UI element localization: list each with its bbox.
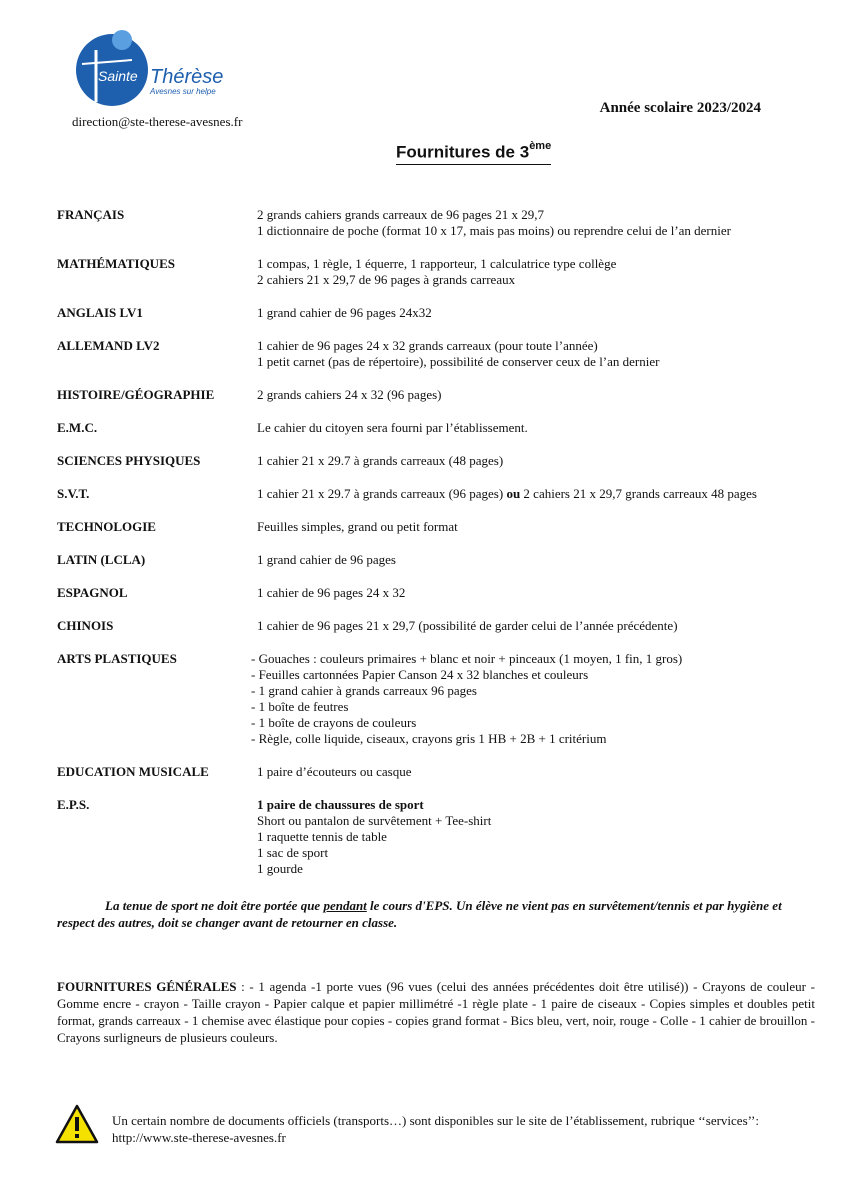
supply-item: Short ou pantalon de survêtement + Tee-shirt — [257, 813, 492, 828]
svt-or: ou — [506, 486, 521, 501]
subject-items — [257, 453, 827, 469]
subject-name: ALLEMAND LV2 — [57, 338, 160, 353]
supply-item: 2 grands cahiers grands carreaux de 96 pages 21 x 29,7 — [257, 207, 544, 222]
supply-list — [57, 207, 827, 877]
subject-items — [257, 764, 827, 780]
subject-row-anglais — [57, 305, 827, 321]
subject-items — [257, 618, 827, 634]
subject-items — [257, 797, 827, 877]
supply-item: - 1 grand cahier à grands carreaux 96 pages — [251, 683, 477, 698]
supply-item: 1 cahier de 96 pages 24 x 32 grands carreaux (pour toute l’année) — [257, 338, 598, 353]
subject-name: MATHÉMATIQUES — [57, 256, 175, 271]
subject-row-eps — [57, 797, 827, 877]
supply-item: 1 cahier 21 x 29.7 à grands carreaux (48 pages) — [257, 453, 504, 468]
general-supplies-label: FOURNITURES GÉNÉRALES — [57, 979, 237, 994]
subject-items — [251, 651, 827, 747]
subject-items — [257, 519, 827, 535]
supply-item: 1 raquette tennis de table — [257, 829, 387, 844]
subject-name: LATIN (LCLA) — [57, 552, 146, 567]
subject-row-francais — [57, 207, 827, 239]
supply-item: - Règle, colle liquide, ciseaux, crayons gris 1 HB + 2B + 1 critérium — [251, 731, 607, 746]
supply-item: 1 dictionnaire de poche (format 10 x 17, mais pas moins) ou reprendre celui de l’an dernier — [257, 223, 731, 238]
sports-notice — [57, 897, 817, 931]
school-logo — [74, 28, 234, 108]
subject-row-svt — [57, 486, 827, 502]
subject-items — [257, 305, 827, 321]
subject-items — [257, 256, 827, 288]
supply-item: 1 cahier de 96 pages 21 x 29,7 (possibilité de garder celui de l’année précédente) — [257, 618, 678, 633]
subject-row-histoire-geographie — [57, 387, 827, 403]
logo-subtitle: Avesnes sur helpe — [150, 87, 216, 96]
supply-item-svt — [257, 486, 827, 502]
subject-row-arts-plastiques — [57, 651, 827, 747]
supply-item: 1 petit carnet (pas de répertoire), possibilité de conserver ceux de l’an dernier — [257, 354, 660, 369]
subject-name: E.M.C. — [57, 420, 98, 435]
subject-name: ANGLAIS LV1 — [57, 305, 143, 320]
footer-line-1: Un certain nombre de documents officiels (transports…) sont disponibles sur le site de l’établissement, rubrique ‘‘services’’: — [112, 1113, 759, 1128]
supply-item: 1 paire de chaussures de sport — [257, 797, 424, 812]
subject-row-technologie — [57, 519, 827, 535]
subject-row-mathematiques — [57, 256, 827, 288]
general-supplies — [57, 978, 815, 1046]
contact-email: direction@ste-therese-avesnes.fr — [72, 114, 243, 129]
subject-name: CHINOIS — [57, 618, 114, 633]
subject-items — [257, 585, 827, 601]
subject-row-espagnol — [57, 585, 827, 601]
subject-row-education-musicale — [57, 764, 827, 780]
subject-row-sciences-physiques — [57, 453, 827, 469]
subject-name: ARTS PLASTIQUES — [57, 651, 177, 666]
subject-items — [257, 207, 827, 239]
subject-name: HISTOIRE/GÉOGRAPHIE — [57, 387, 215, 402]
supply-item: 2 cahiers 21 x 29,7 de 96 pages à grands carreaux — [257, 272, 516, 287]
supply-item: 1 sac de sport — [257, 845, 329, 860]
logo-name-right: Thérèse — [150, 66, 224, 88]
notice-text-1: La tenue de sport ne doit être portée que — [105, 898, 324, 913]
general-supplies-text: : - 1 agenda -1 porte vues (96 vues (celui des années précédentes doit être utilisé)) - Crayons de couleur - Gomme encre - crayon - Taille crayon - Papier calque et papier millimétré -1 règle plate - 1 paire de ciseaux - Copies simples et doubles petit format, grands carreaux - 1 chemise avec élastique pour copies - copies grand format - Bics bleu, vert, noir, rouge - Colle - 1 cahier de brouillon - Crayons surligneurs de plusieurs couleurs. — [57, 979, 815, 1045]
subject-name: EDUCATION MUSICALE — [57, 764, 209, 779]
subject-row-allemand — [57, 338, 827, 370]
supply-item: 1 grand cahier de 96 pages — [257, 552, 396, 567]
svt-option-a: 1 cahier 21 x 29.7 à grands carreaux (96 pages) — [257, 486, 507, 501]
supply-item: - 1 boîte de feutres — [251, 699, 349, 714]
subject-items — [257, 420, 827, 436]
school-year: Année scolaire 2023/2024 — [599, 100, 761, 116]
subject-items — [257, 338, 827, 370]
supply-item: 1 cahier de 96 pages 24 x 32 — [257, 585, 406, 600]
supply-item: Feuilles simples, grand ou petit format — [257, 519, 458, 534]
subject-row-emc — [57, 420, 827, 436]
supply-item: 1 paire d’écouteurs ou casque — [257, 764, 412, 779]
supply-item: - 1 boîte de crayons de couleurs — [251, 715, 417, 730]
page-title-sup: ème — [529, 140, 552, 152]
subject-name: E.P.S. — [57, 797, 90, 812]
subject-name: FRANÇAIS — [57, 207, 125, 222]
svt-option-b: 2 cahiers 21 x 29,7 grands carreaux 48 pages — [520, 486, 757, 501]
supply-item: 1 gourde — [257, 861, 303, 876]
subject-name: SCIENCES PHYSIQUES — [57, 453, 201, 468]
subject-items — [257, 486, 827, 502]
notice-underlined: pendant — [323, 898, 367, 913]
footer-website-link[interactable]: http://www.ste-therese-avesnes.fr — [112, 1130, 286, 1145]
subject-name: S.V.T. — [57, 486, 90, 501]
supply-item: 1 compas, 1 règle, 1 équerre, 1 rapporteur, 1 calculatrice type collège — [257, 256, 617, 271]
subject-row-latin — [57, 552, 827, 568]
supply-item: 1 grand cahier de 96 pages 24x32 — [257, 305, 432, 320]
subject-items — [257, 552, 827, 568]
page-title — [396, 142, 551, 165]
warning-icon — [55, 1104, 99, 1144]
footer-info — [112, 1112, 822, 1146]
page-title-text: Fournitures de 3 — [396, 142, 530, 162]
logo-name-left: Sainte — [98, 68, 138, 84]
notice-text-2: le cours d'EPS. Un élève ne vient pas en survêtement/tennis et par hygiène et respect des autres, doit se changer avant de retourner en classe. — [57, 898, 782, 930]
subject-row-chinois — [57, 618, 827, 634]
subject-items — [257, 387, 827, 403]
subject-name: ESPAGNOL — [57, 585, 128, 600]
supply-item: 2 grands cahiers 24 x 32 (96 pages) — [257, 387, 442, 402]
subject-name: TECHNOLOGIE — [57, 519, 156, 534]
supply-item: - Feuilles cartonnées Papier Canson 24 x 32 blanches et couleurs — [251, 667, 589, 682]
supply-item: - Gouaches : couleurs primaires + blanc et noir + pinceaux (1 moyen, 1 fin, 1 gros) — [251, 651, 683, 666]
supply-item: Le cahier du citoyen sera fourni par l’établissement. — [257, 420, 528, 435]
